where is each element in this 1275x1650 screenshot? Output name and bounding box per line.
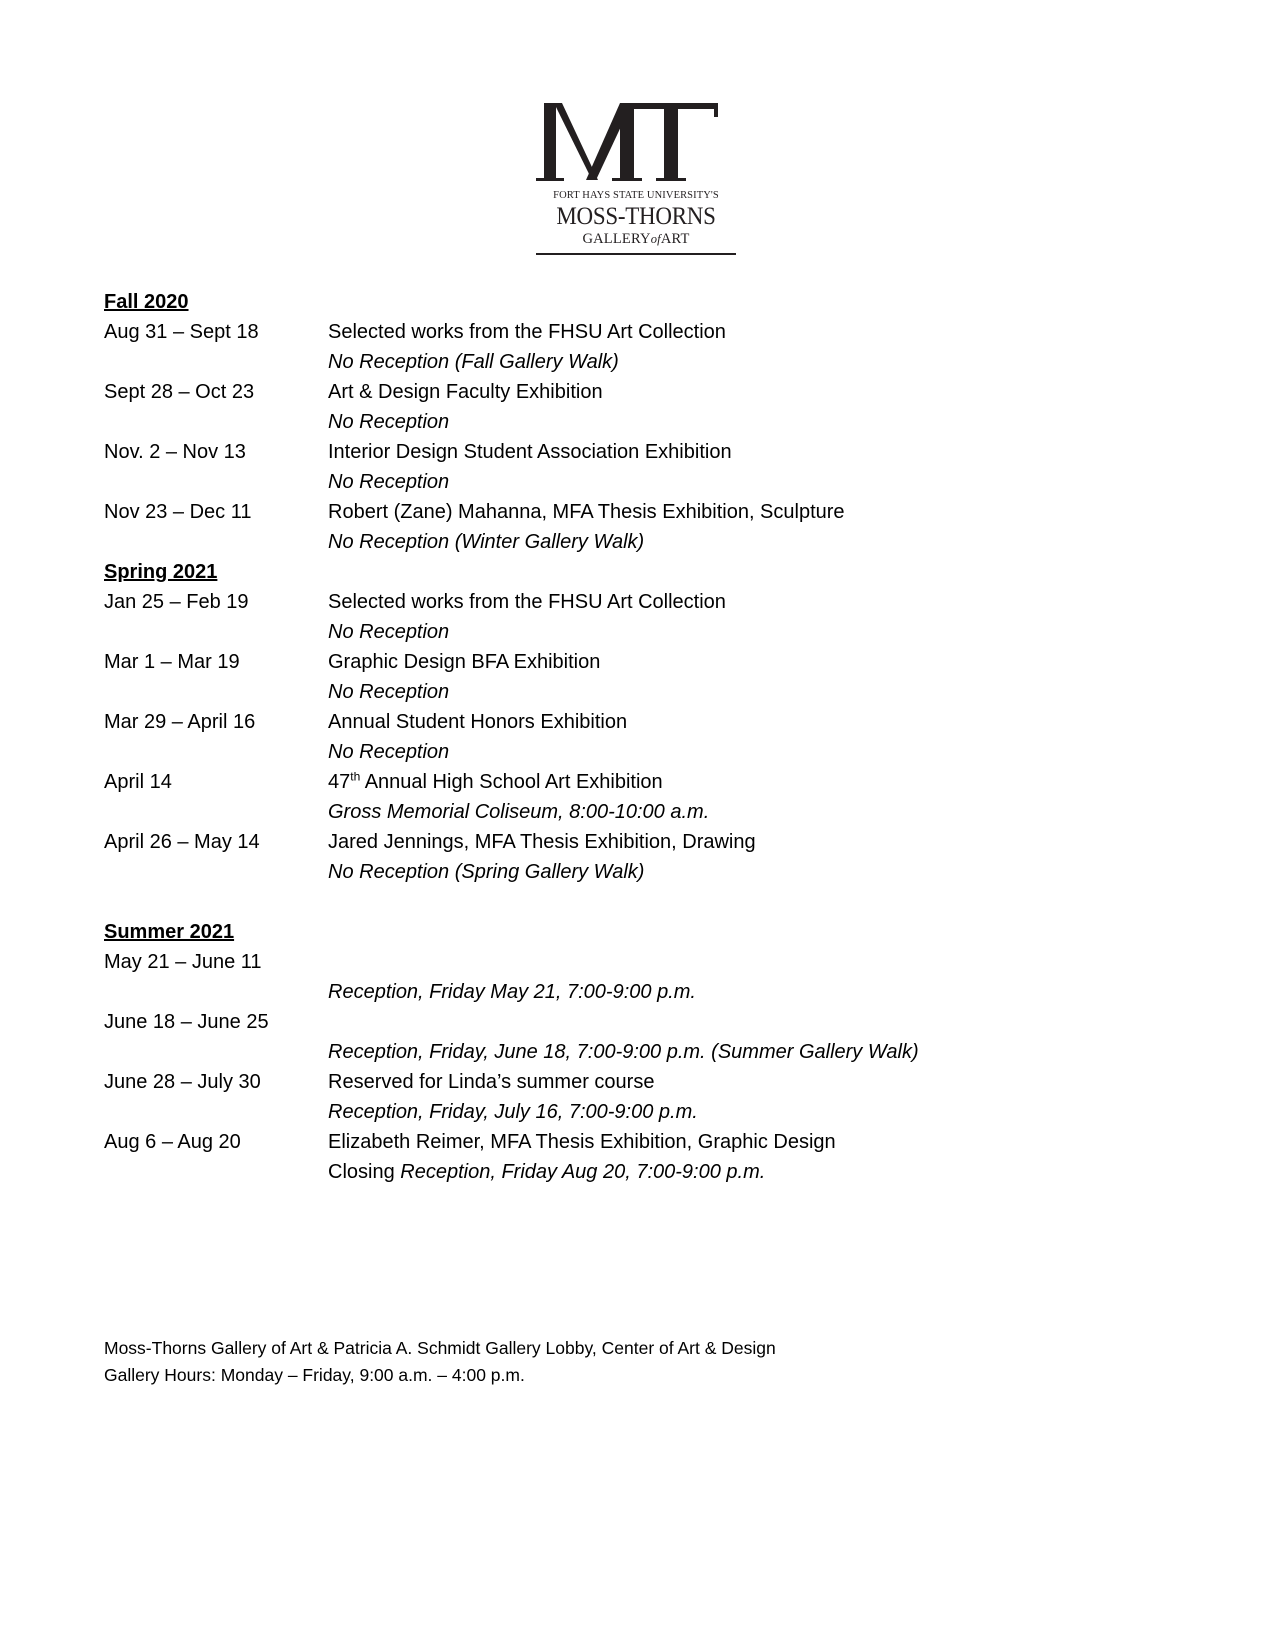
schedule-row [104,647,1174,677]
schedule-note-row [104,1037,1174,1067]
reception-note: No Reception [328,681,450,703]
gallery-hours: Gallery Hours: Monday – Friday, 9:00 a.m. – 4:00 p.m. [104,1365,525,1385]
schedule-row [104,767,1174,797]
logo-of-word: of [650,232,661,246]
exhibition-date: Nov 23 – Dec 11 [104,501,252,523]
exhibition-title: Reserved for Linda’s summer course [328,1071,655,1093]
schedule-note-row [104,1157,1174,1187]
schedule-note-row [104,677,1174,707]
reception-note: No Reception [328,741,450,763]
gallery-logo [536,100,736,260]
exhibition-date: Nov. 2 – Nov 13 [104,441,246,463]
schedule-note-row [104,527,1174,557]
logo-art-word: ART [660,231,690,247]
reception-note: No Reception [328,411,450,433]
reception-note: Gross Memorial Coliseum, 8:00-10:00 a.m. [328,801,710,823]
exhibition-date: June 28 – July 30 [104,1071,261,1093]
reception-note: No Reception (Fall Gallery Walk) [328,351,619,373]
schedule-row [104,707,1174,737]
reception-note: Reception, Friday, July 16, 7:00-9:00 p.m. [328,1101,698,1123]
exhibition-title: Graphic Design BFA Exhibition [328,651,601,673]
schedule-row [104,1127,1174,1157]
schedule-note-row [104,797,1174,827]
schedule-row [104,317,1174,347]
schedule-note-row [104,737,1174,767]
reception-note [328,1157,765,1187]
schedule-row [104,497,1174,527]
exhibition-date: April 26 – May 14 [104,831,260,853]
exhibition-title: Selected works from the FHSU Art Collection [328,591,726,613]
reception-note: No Reception (Spring Gallery Walk) [328,861,645,883]
exhibition-date: April 14 [104,771,172,793]
reception-note-detail: Reception, Friday Aug 20, 7:00-9:00 p.m. [400,1161,766,1183]
exhibition-date: Aug 6 – Aug 20 [104,1131,241,1153]
exhibition-date: June 18 – June 25 [104,1011,269,1033]
logo-gallery-name: MOSS-THORNS [556,203,716,230]
mt-monogram [536,100,736,190]
reception-note: Reception, Friday May 21, 7:00-9:00 p.m. [328,981,696,1003]
exhibition-date: Jan 25 – Feb 19 [104,591,249,613]
schedule-row [104,1067,1174,1097]
section-title-fall: Fall 2020 [104,291,189,313]
exhibition-title: Selected works from the FHSU Art Collection [328,321,726,343]
logo-university-text: FORT HAYS STATE UNIVERSITY'S [553,190,719,201]
schedule-row [104,377,1174,407]
schedule-row [104,947,1174,977]
reception-note: No Reception [328,471,450,493]
reception-note-prefix: Closing [328,1161,401,1183]
schedule-note-row [104,617,1174,647]
exhibition-schedule [104,287,1174,1187]
ordinal-suffix: th [350,769,361,784]
exhibition-title [328,767,663,797]
exhibition-number: 47 [328,771,351,793]
section-spacer [104,887,1174,917]
exhibition-title: Robert (Zane) Mahanna, MFA Thesis Exhibition, Sculpture [328,501,845,523]
logo-underline [536,253,736,255]
schedule-row [104,587,1174,617]
logo-gallery-subtitle [536,231,736,248]
exhibition-date: May 21 – June 11 [104,951,262,973]
exhibition-title: Jared Jennings, MFA Thesis Exhibition, Drawing [328,831,756,853]
schedule-note-row [104,467,1174,497]
schedule-note-row [104,1097,1174,1127]
schedule-row [104,1007,1174,1037]
schedule-note-row [104,977,1174,1007]
exhibition-title: Interior Design Student Association Exhibition [328,441,732,463]
exhibition-date: Aug 31 – Sept 18 [104,321,259,343]
gallery-location: Moss-Thorns Gallery of Art & Patricia A. Schmidt Gallery Lobby, Center of Art & Design [104,1338,776,1358]
exhibition-date: Mar 29 – April 16 [104,711,256,733]
exhibition-title: Annual Student Honors Exhibition [328,711,628,733]
section-title-spring: Spring 2021 [104,561,218,583]
schedule-row [104,437,1174,467]
exhibition-title: Elizabeth Reimer, MFA Thesis Exhibition, Graphic Design [328,1131,836,1153]
logo-gallery-word: GALLERY [582,231,651,247]
schedule-note-row [104,407,1174,437]
exhibition-date: Mar 1 – Mar 19 [104,651,240,673]
schedule-note-row [104,347,1174,377]
reception-note: Reception, Friday, June 18, 7:00-9:00 p.m. (Summer Gallery Walk) [328,1041,919,1063]
exhibition-title: Art & Design Faculty Exhibition [328,381,603,403]
reception-note: No Reception [328,621,450,643]
exhibition-title-rest: Annual High School Art Exhibition [360,771,663,793]
gallery-footer [104,1335,776,1389]
exhibition-date: Sept 28 – Oct 23 [104,381,255,403]
schedule-note-row [104,857,1174,887]
section-title-summer: Summer 2021 [104,921,235,943]
reception-note: No Reception (Winter Gallery Walk) [328,531,645,553]
schedule-row [104,827,1174,857]
